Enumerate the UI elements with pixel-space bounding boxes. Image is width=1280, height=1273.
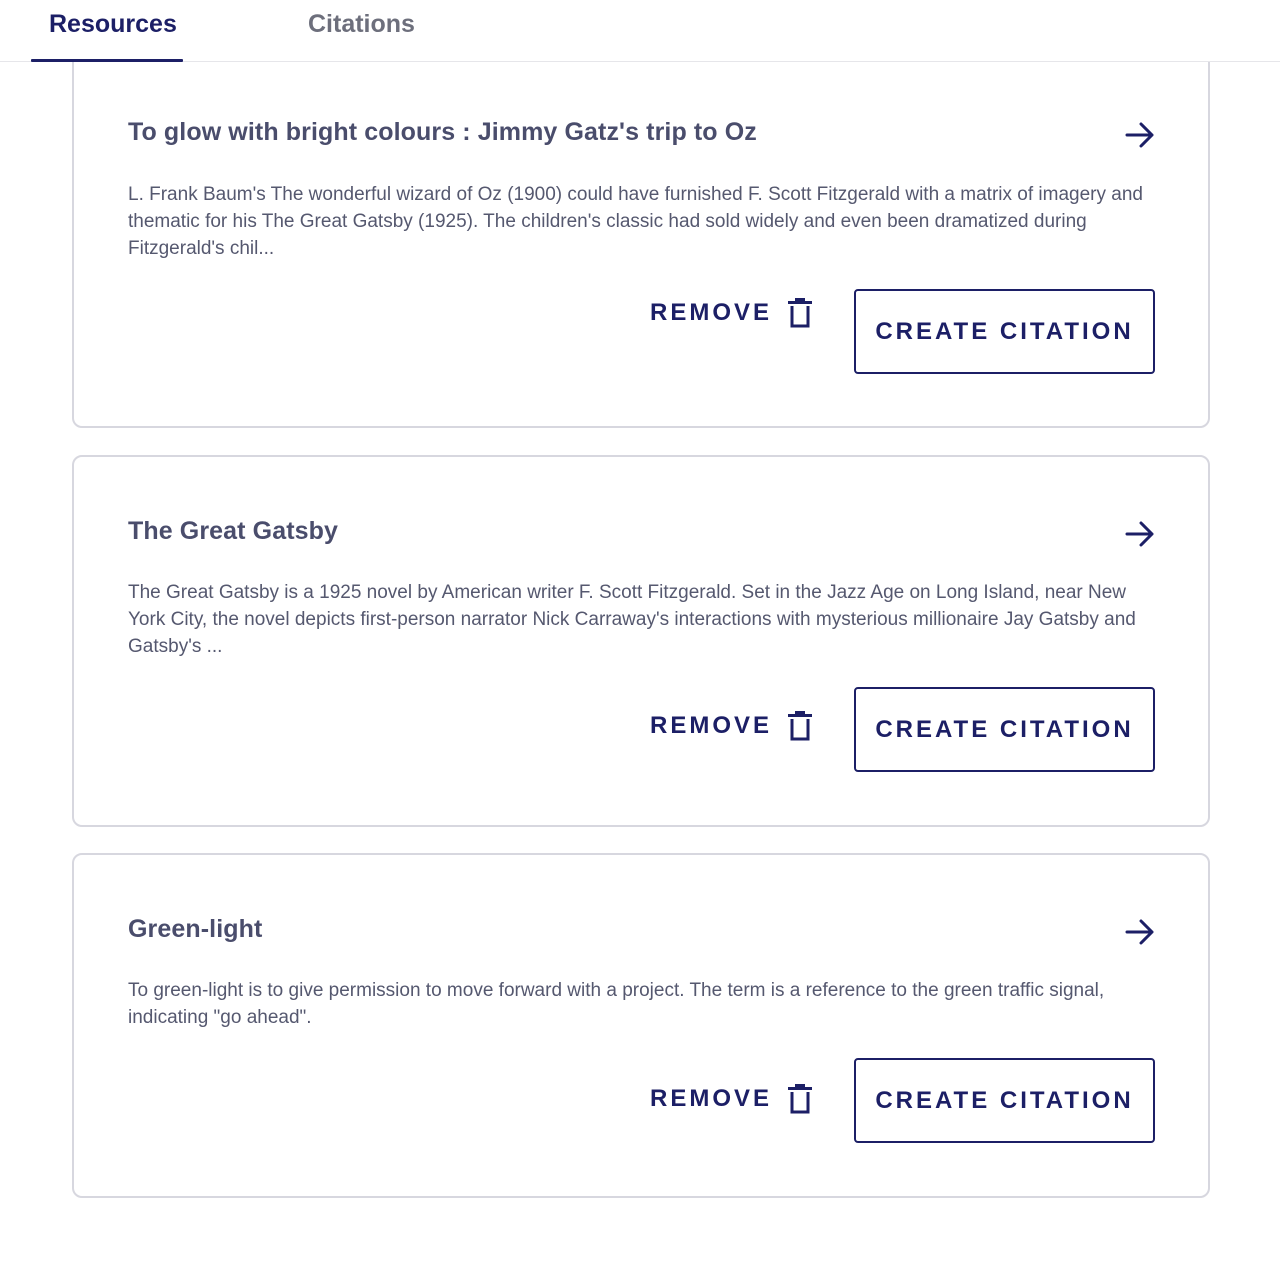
remove-label: REMOVE [650,299,773,326]
resource-description: The Great Gatsby is a 1925 novel by American writer F. Scott Fitzgerald. Set in the Jazz Age on Long Island, near New York City, the novel depicts first-person narrator Nick Carraway's interactions with mysterious millionaire Jay Gatsby and Gatsby's ... [128,582,1136,657]
tab-citations-label: Citations [308,10,415,38]
resource-title[interactable]: Green-light [128,915,263,943]
arrow-right-icon[interactable] [1124,518,1156,550]
resource-card [72,853,1210,1198]
resource-description: L. Frank Baum's The wonderful wizard of Oz (1900) could have furnished F. Scott Fitzgerald with a matrix of imagery and thematic for his The Great Gatsby (1925). The children's classic had sold widely and even been dramatized during Fitzgerald's chil... [128,184,1143,259]
tab-citations[interactable] [290,0,430,62]
active-tab-indicator [31,59,183,62]
resource-title[interactable]: To glow with bright colours : Jimmy Gatz's trip to Oz [128,118,757,146]
trash-icon [788,711,812,741]
resource-description: To green-light is to give permission to move forward with a project. The term is a reference to the green traffic signal, indicating "go ahead". [128,980,1105,1028]
tab-resources-label: Resources [49,10,177,38]
resource-card [72,455,1210,827]
resource-title[interactable]: The Great Gatsby [128,517,338,545]
remove-label: REMOVE [650,1085,773,1112]
arrow-right-icon[interactable] [1124,119,1156,151]
remove-button[interactable] [650,1084,812,1114]
create-citation-button[interactable]: CREATE CITATION [854,1058,1155,1143]
resource-card [72,44,1210,428]
trash-icon [788,298,812,328]
create-citation-button[interactable]: CREATE CITATION [854,289,1155,374]
trash-icon [788,1084,812,1114]
create-citation-button[interactable]: CREATE CITATION [854,687,1155,772]
remove-button[interactable] [650,711,812,741]
tab-bar [0,0,1280,62]
remove-label: REMOVE [650,712,773,739]
tab-resources[interactable] [31,0,183,62]
remove-button[interactable] [650,298,812,328]
arrow-right-icon[interactable] [1124,916,1156,948]
